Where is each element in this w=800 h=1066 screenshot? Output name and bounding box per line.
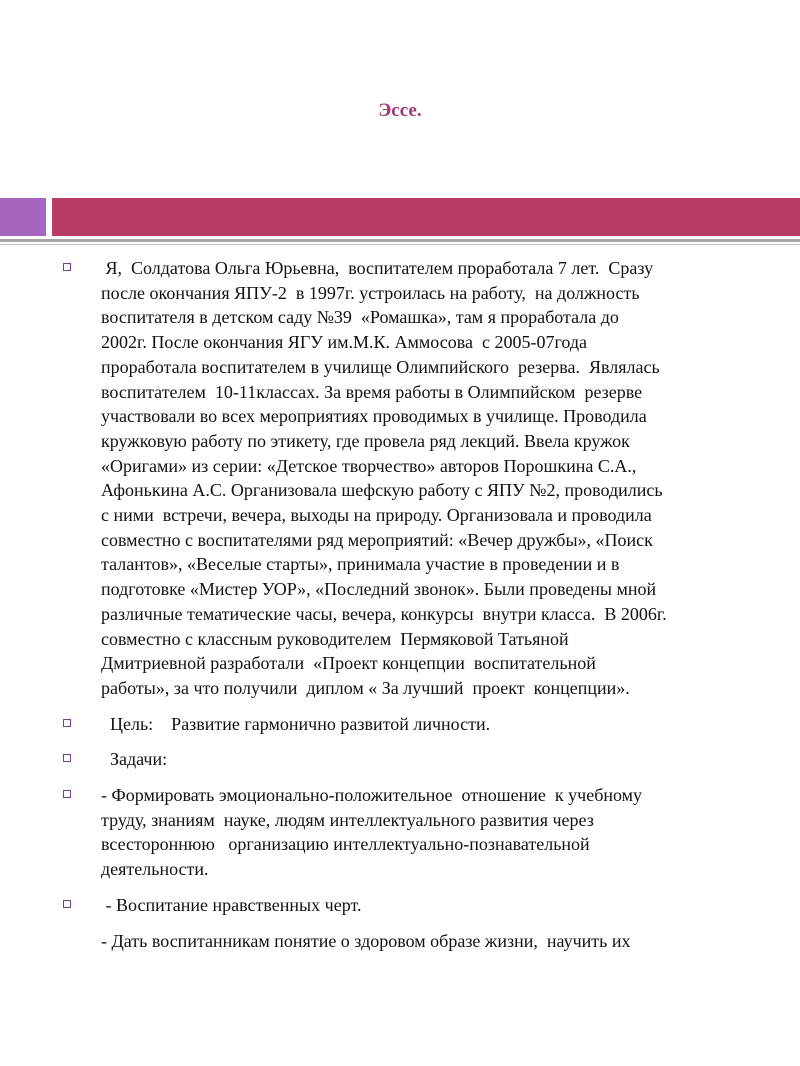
bullet-line: воспитателя в детском саду №39 «Ромашка», там я проработала до <box>101 307 619 328</box>
bullet-item <box>0 893 800 918</box>
bullet-line: совместно с классным руководителем Пермяковой Татьяной <box>101 628 569 649</box>
bullet-line: Дмитриевной разработали «Проект концепции воспитательной <box>101 653 596 674</box>
bullet-line: талантов», «Веселые старты», принимала участие в проведении и в <box>101 554 620 575</box>
square-bullet-icon <box>63 754 71 762</box>
bullet-line: Задачи: <box>101 749 168 770</box>
bullet-line: воспитателем 10-11классах. За время работы в Олимпийском резерве <box>101 381 643 402</box>
bullet-line: различные тематические часы, вечера, конкурсы внутри класса. В 2006г. <box>101 603 667 624</box>
bullet-item <box>0 256 800 701</box>
bullet-line: работы», за что получили диплом « За лучший проект концепции». <box>101 677 630 698</box>
bullet-line: всестороннюю организацию интеллектуально-познавательной <box>101 834 590 855</box>
bullet-line: - Формировать эмоционально-положительное отношение к учебному <box>101 785 643 806</box>
bullet-line: проработала воспитателем в училище Олимпийского резерва. Являлась <box>101 356 660 377</box>
bullet-line: труду, знаниям науке, людям интеллектуального развития через <box>101 809 594 830</box>
divider-rule-thin <box>0 244 800 245</box>
divider-rule <box>0 239 800 242</box>
square-bullet-icon <box>63 900 71 908</box>
essay-body <box>0 256 800 964</box>
bullet-line: - Дать воспитанникам понятие о здоровом образе жизни, научить их <box>101 930 631 951</box>
bullet-line: «Оригами» из серии: «Детское творчество» авторов Порошкина С.А., <box>101 455 637 476</box>
bullet-line: подготовке «Мистер УОР», «Последний звонок». Были проведены мной <box>101 579 657 600</box>
bullet-line: Я, Солдатова Ольга Юрьевна, воспитателем проработала 7 лет. Сразу <box>101 258 654 278</box>
bullet-line: - Воспитание нравственных черт. <box>101 894 362 915</box>
header-band-right <box>52 198 800 236</box>
bullet-line: после окончания ЯПУ-2 в 1997г. устроилась на работу, на должность <box>101 282 640 303</box>
square-bullet-icon <box>63 263 71 271</box>
bullet-line: кружковую работу по этикету, где провела ряд лекций. Ввела кружок <box>101 430 630 451</box>
square-bullet-icon <box>63 790 71 798</box>
page-title: Эссе. <box>378 100 422 121</box>
bullet-item <box>0 783 800 882</box>
bullet-item <box>0 929 800 954</box>
bullet-line: 2002г. После окончания ЯГУ им.М.К. Аммосова с 2005-07года <box>101 332 588 353</box>
bullet-line: совместно с воспитателями ряд мероприятий: «Вечер дружбы», «Поиск <box>101 529 653 550</box>
bullet-item <box>0 712 800 737</box>
bullet-line: участвовали во всех мероприятиях проводимых в училище. Проводила <box>101 406 647 427</box>
bullet-item <box>0 747 800 772</box>
bullet-line: с ними встречи, вечера, выходы на природу. Организовала и проводила <box>101 505 652 526</box>
bullet-line: Цель: Развитие гармонично развитой личности. <box>101 713 491 734</box>
bullet-line: деятельности. <box>101 859 209 880</box>
header-band-left <box>0 198 46 236</box>
square-bullet-icon <box>63 719 71 727</box>
bullet-line: Афонькина А.С. Организовала шефскую работу с ЯПУ №2, проводились <box>101 480 663 501</box>
